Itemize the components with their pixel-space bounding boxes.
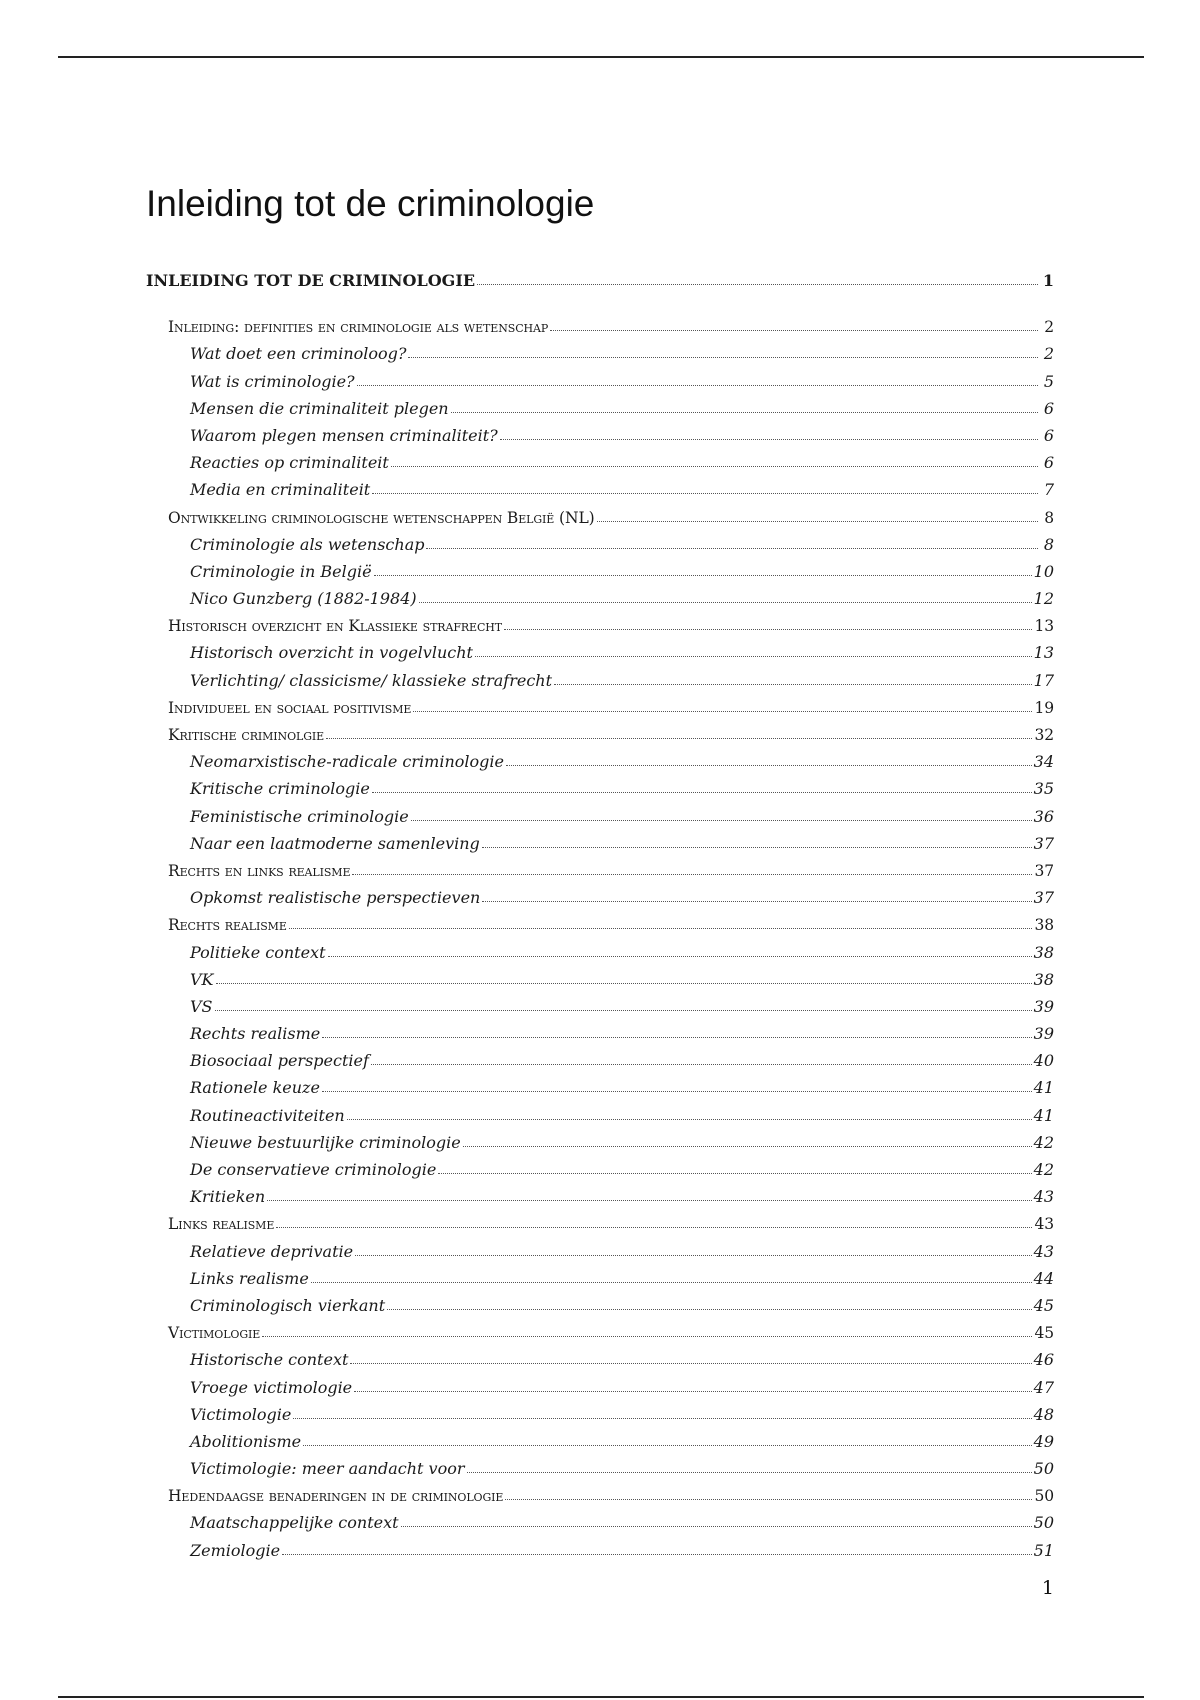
toc-entry[interactable] <box>146 608 1054 635</box>
toc-entry-page: 6 <box>1043 425 1054 445</box>
toc-entry-title: Politieke context <box>190 942 326 962</box>
toc-entry[interactable] <box>146 635 1054 662</box>
toc-entry-page: 35 <box>1033 779 1054 799</box>
toc-entry-page: 6 <box>1043 398 1054 418</box>
toc-entry[interactable] <box>146 1233 1054 1260</box>
toc-leader-dots <box>419 601 1032 603</box>
toc-leader-dots <box>347 1118 1032 1120</box>
toc-entry-title: Naar een laatmoderne samenleving <box>190 833 480 853</box>
toc-entry-page: 49 <box>1033 1431 1054 1451</box>
toc-entry[interactable] <box>146 853 1054 880</box>
toc-entry-page: 39 <box>1033 996 1054 1016</box>
toc-leader-dots <box>411 819 1032 821</box>
toc-entry-title: Criminologisch vierkant <box>190 1295 386 1315</box>
toc-leader-dots <box>293 1417 1031 1419</box>
toc-entry-title: Victimologie <box>168 1324 261 1343</box>
toc-entry-page: 6 <box>1043 453 1054 473</box>
document-title: Inleiding tot de criminologie <box>146 183 595 224</box>
toc-entry[interactable] <box>146 1505 1054 1532</box>
toc-entry-page: 17 <box>1033 670 1054 690</box>
toc-entry[interactable] <box>146 1451 1054 1478</box>
toc-leader-dots <box>550 329 1038 331</box>
toc-entry-title: Wat is criminologie? <box>190 371 355 391</box>
toc-entry-page: 43 <box>1033 1187 1054 1207</box>
toc-leader-dots <box>282 1553 1032 1555</box>
toc-entry[interactable] <box>146 1179 1054 1206</box>
toc-entry-title: Rechts realisme <box>190 1024 321 1044</box>
toc-entry[interactable] <box>146 263 1054 290</box>
toc-entry-title: Feministische criminologie <box>190 806 409 826</box>
toc-entry-page: 38 <box>1033 969 1054 989</box>
toc-entry-page: 13 <box>1034 617 1054 636</box>
toc-entry-page: 19 <box>1034 698 1054 717</box>
toc-entry[interactable] <box>146 1152 1054 1179</box>
toc-entry-title: Individueel en sociaal positivisme <box>168 698 412 717</box>
toc-entry[interactable] <box>146 662 1054 689</box>
toc-entry[interactable] <box>146 1043 1054 1070</box>
toc-entry[interactable] <box>146 962 1054 989</box>
toc-entry[interactable] <box>146 1206 1054 1233</box>
toc-leader-dots <box>500 438 1038 440</box>
toc-entry-page: 10 <box>1033 561 1054 581</box>
footer-rule <box>58 1696 1144 1698</box>
toc-leader-dots <box>371 1063 1032 1065</box>
toc-entry-title: Links realisme <box>168 1215 275 1234</box>
toc-entry-page: 7 <box>1043 480 1054 500</box>
toc-leader-dots <box>289 927 1033 929</box>
toc-entry-title: Rechts en links realisme <box>168 861 351 880</box>
toc-entry-page: 2 <box>1044 318 1054 337</box>
toc-entry[interactable] <box>146 1315 1054 1342</box>
toc-entry-title: Victimologie: meer aandacht voor <box>190 1459 465 1479</box>
toc-entry-title: Opkomst realistische perspectieven <box>190 888 481 908</box>
toc-entry-page: 47 <box>1033 1377 1054 1397</box>
toc-entry-title: INLEIDING TOT DE CRIMINOLOGIE <box>146 271 476 290</box>
toc-entry[interactable] <box>146 1070 1054 1097</box>
toc-leader-dots <box>391 465 1038 467</box>
toc-entry-page: 1 <box>1042 271 1054 290</box>
toc-leader-dots <box>438 1172 1031 1174</box>
toc-entry[interactable] <box>146 418 1054 445</box>
toc-entry[interactable] <box>146 1424 1054 1451</box>
toc-entry-page: 41 <box>1033 1078 1054 1098</box>
toc-entry[interactable] <box>146 309 1054 336</box>
toc-entry-title: Inleiding: definities en criminologie als wetenschap <box>168 318 549 337</box>
toc-entry-page: 38 <box>1033 942 1054 962</box>
toc-entry-title: Wat doet een criminoloog? <box>190 344 407 364</box>
toc-entry[interactable] <box>146 1532 1054 1559</box>
toc-entry-page: 51 <box>1033 1540 1054 1560</box>
toc-leader-dots <box>467 1471 1032 1473</box>
toc-leader-dots <box>216 982 1032 984</box>
toc-entry[interactable] <box>146 717 1054 744</box>
toc-entry-page: 37 <box>1034 861 1054 880</box>
toc-entry[interactable] <box>146 690 1054 717</box>
toc-entry[interactable] <box>146 798 1054 825</box>
toc-entry-page: 37 <box>1033 888 1054 908</box>
toc-entry-title: Mensen die criminaliteit plegen <box>190 398 449 418</box>
toc-entry-title: Kritieken <box>190 1187 266 1207</box>
toc-entry[interactable] <box>146 1261 1054 1288</box>
toc-entry-title: Kritische criminologie <box>190 779 370 799</box>
toc-entry-page: 45 <box>1033 1295 1054 1315</box>
toc-leader-dots <box>374 574 1032 576</box>
toc-entry-title: Reacties op criminaliteit <box>190 453 389 473</box>
toc-entry-page: 50 <box>1033 1459 1054 1479</box>
toc-leader-dots <box>505 1498 1032 1500</box>
toc-leader-dots <box>322 1036 1031 1038</box>
toc-entry-title: VS <box>190 996 213 1016</box>
toc-entry-page: 8 <box>1043 534 1054 554</box>
toc-leader-dots <box>326 737 1032 739</box>
toc-entry-page: 2 <box>1043 344 1054 364</box>
toc-entry-title: Criminologie als wetenschap <box>190 534 425 554</box>
toc-entry-page: 42 <box>1033 1160 1054 1179</box>
toc-entry-page: 44 <box>1033 1268 1054 1288</box>
toc-entry-title: Abolitionisme <box>190 1431 302 1451</box>
toc-entry-page: 41 <box>1033 1105 1054 1125</box>
toc-entry[interactable] <box>146 472 1054 499</box>
toc-leader-dots <box>408 356 1038 358</box>
toc-leader-dots <box>350 1362 1031 1364</box>
toc-entry-page: 32 <box>1034 726 1054 744</box>
toc-leader-dots <box>372 492 1038 494</box>
toc-entry-title: Historisch overzicht in vogelvlucht <box>190 643 473 663</box>
toc-entry-title: Routineactiviteiten <box>190 1105 345 1125</box>
toc-entry-title: Verlichting/ classicisme/ klassieke strafrecht <box>190 670 553 690</box>
toc-leader-dots <box>387 1308 1031 1310</box>
toc-entry-page: 39 <box>1033 1024 1054 1044</box>
toc-entry-page: 38 <box>1034 916 1054 935</box>
toc-entry[interactable] <box>146 989 1054 1016</box>
toc-entry[interactable] <box>146 744 1054 771</box>
toc-entry[interactable] <box>146 1478 1054 1505</box>
toc-entry-page: 12 <box>1033 589 1054 609</box>
toc-entry-title: Media en criminaliteit <box>190 480 371 500</box>
toc-entry-page: 50 <box>1033 1513 1054 1533</box>
toc-entry-page: 40 <box>1033 1051 1054 1071</box>
toc-entry-title: VK <box>190 969 214 989</box>
toc-leader-dots <box>267 1199 1031 1201</box>
toc-entry[interactable] <box>146 880 1054 907</box>
toc-entry[interactable] <box>146 499 1054 526</box>
toc-entry[interactable] <box>146 336 1054 363</box>
toc-leader-dots <box>328 955 1032 957</box>
toc-entry-page: 37 <box>1033 833 1054 853</box>
toc-entry-page: 43 <box>1034 1215 1054 1234</box>
toc-entry-title: Ontwikkeling criminologische wetenschappen België (NL) <box>168 508 595 527</box>
toc-entry[interactable] <box>146 1397 1054 1424</box>
toc-entry-title: Links realisme <box>190 1268 309 1288</box>
toc-entry-page: 13 <box>1033 643 1054 663</box>
toc-leader-dots <box>303 1444 1032 1446</box>
toc-entry-page: 45 <box>1034 1324 1054 1343</box>
toc-leader-dots <box>352 873 1032 875</box>
toc-entry-title: Waarom plegen mensen criminaliteit? <box>190 425 498 445</box>
toc-leader-dots <box>401 1525 1032 1527</box>
toc-entry-page: 48 <box>1033 1404 1054 1424</box>
toc-entry-title: Neomarxistische-radicale criminologie <box>190 752 504 772</box>
toc-leader-dots <box>357 384 1038 386</box>
toc-entry[interactable] <box>146 391 1054 418</box>
toc-leader-dots <box>354 1390 1031 1392</box>
toc-entry[interactable] <box>146 1288 1054 1315</box>
toc-entry-title: Relatieve deprivatie <box>190 1241 354 1261</box>
toc-entry-page: 46 <box>1033 1350 1054 1370</box>
toc-entry-title: Rationele keuze <box>190 1078 320 1098</box>
toc-entry-title: Rechts realisme <box>168 916 287 935</box>
toc-leader-dots <box>451 411 1038 413</box>
toc-entry[interactable] <box>146 826 1054 853</box>
toc-entry[interactable] <box>146 554 1054 581</box>
toc-leader-dots <box>504 628 1032 630</box>
toc-entry-page: 36 <box>1033 806 1054 826</box>
toc-leader-dots <box>262 1335 1032 1337</box>
toc-entry[interactable] <box>146 1369 1054 1396</box>
toc-leader-dots <box>413 710 1032 712</box>
toc-entry[interactable] <box>146 363 1054 390</box>
header-rule <box>58 56 1144 58</box>
toc-leader-dots <box>506 764 1032 766</box>
toc-entry-title: Nieuwe bestuurlijke criminologie <box>190 1132 461 1152</box>
toc-entry[interactable] <box>146 1342 1054 1369</box>
toc-leader-dots <box>426 547 1038 549</box>
table-of-contents <box>146 263 1054 1560</box>
toc-entry-title: Maatschappelijke context <box>190 1513 399 1533</box>
toc-entry-title: Criminologie in België <box>190 561 372 581</box>
toc-entry[interactable] <box>146 445 1054 472</box>
toc-entry[interactable] <box>146 934 1054 961</box>
toc-entry[interactable] <box>146 527 1054 554</box>
toc-entry-title: Nico Gunzberg (1882-1984) <box>190 589 417 609</box>
toc-entry-title: De conservatieve criminologie <box>190 1160 437 1179</box>
toc-entry-title: Vroege victimologie <box>190 1377 353 1397</box>
toc-entry-title: Biosociaal perspectief <box>190 1051 369 1071</box>
toc-leader-dots <box>276 1226 1032 1228</box>
toc-leader-dots <box>355 1254 1032 1256</box>
toc-leader-dots <box>482 846 1032 848</box>
toc-leader-dots <box>475 655 1032 657</box>
toc-leader-dots <box>597 520 1038 522</box>
toc-entry-page: 43 <box>1033 1241 1054 1261</box>
toc-leader-dots <box>463 1145 1032 1147</box>
toc-entry-title: Victimologie <box>190 1404 292 1424</box>
toc-entry-title: Kritische criminolgie <box>168 726 325 744</box>
toc-entry[interactable] <box>146 1125 1054 1152</box>
toc-leader-dots <box>311 1281 1032 1283</box>
toc-entry[interactable] <box>146 581 1054 608</box>
toc-leader-dots <box>482 900 1031 902</box>
toc-entry[interactable] <box>146 1097 1054 1124</box>
toc-entry-page: 34 <box>1033 752 1054 772</box>
toc-leader-dots <box>322 1090 1032 1092</box>
toc-leader-dots <box>554 683 1032 685</box>
toc-entry-page: 42 <box>1033 1132 1054 1152</box>
page-number: 1 <box>1041 1577 1054 1599</box>
toc-entry-page: 5 <box>1043 371 1054 391</box>
toc-leader-dots <box>215 1009 1032 1011</box>
toc-entry-title: Zemiologie <box>190 1540 281 1560</box>
toc-entry[interactable] <box>146 771 1054 798</box>
toc-entry[interactable] <box>146 1016 1054 1043</box>
toc-entry-title: Historische context <box>190 1350 349 1370</box>
toc-entry-page: 50 <box>1034 1487 1054 1506</box>
toc-entry-title: Hedendaagse benaderingen in de criminologie <box>168 1487 504 1506</box>
toc-entry-page: 8 <box>1044 508 1054 527</box>
toc-entry[interactable] <box>146 907 1054 934</box>
toc-entry-title: Historisch overzicht en Klassieke strafrecht <box>168 617 503 636</box>
toc-leader-dots <box>477 283 1038 285</box>
toc-leader-dots <box>372 791 1032 793</box>
